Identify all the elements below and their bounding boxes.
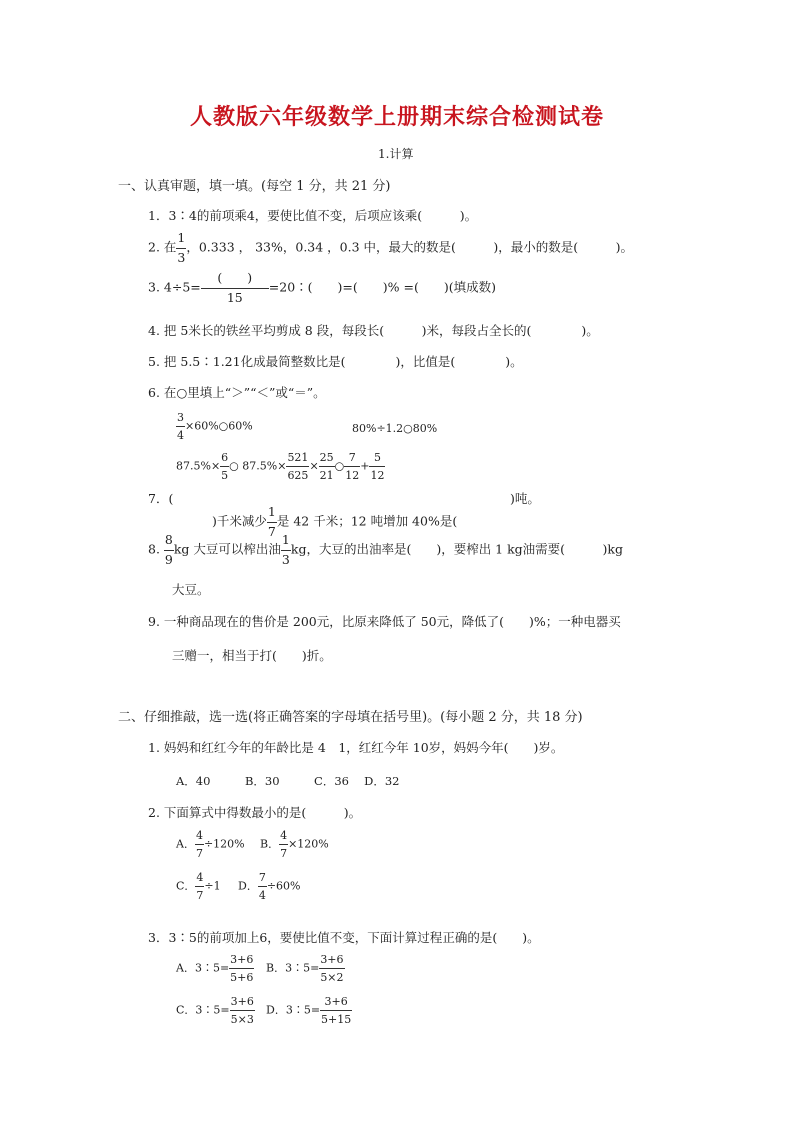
q23b-num: 3+6 — [320, 953, 344, 966]
q22a-frac — [195, 830, 204, 859]
question-2-3: 3．3∶5的前项加上6，要使比值不变，下面计算过程正确的是( )。 — [148, 930, 540, 945]
question-2-1: 1. 妈妈和红红今年的年龄比是 4 1，红红今年 10岁，妈妈今年( )岁。 — [148, 740, 564, 755]
q6c-f1-num: 6 — [221, 451, 229, 464]
question-1-4: 4. 把 5米长的铁丝平均剪成 8 段，每段长( )米，每段占全长的( )。 — [148, 323, 599, 338]
q2-fraction — [176, 232, 186, 264]
q2-2-option-a — [176, 830, 245, 859]
q6a-den: 4 — [176, 426, 185, 441]
question-1-8: 8. $\frac{8}{9}$ kg 大豆可以榨出油 $\frac{1}{3}$ kg，大豆的出油率是( )，要榨出 1 kg油需要( )kg — [148, 532, 624, 567]
q6c-frac5 — [369, 452, 385, 481]
q6a-num: 3 — [177, 411, 184, 424]
q7-part-c: 是 42 千米；12 吨增加 40%是( — [276, 513, 458, 529]
q8-frac2 — [281, 534, 291, 566]
q6c-f3-num: 25 — [319, 451, 334, 464]
q23a-label: A．3∶5= — [176, 961, 230, 975]
q23d-label: D．3∶5= — [266, 1003, 321, 1017]
q7-frac-num: 1 — [267, 504, 276, 519]
q8-frac1 — [164, 534, 174, 566]
q22a-label: A． — [176, 837, 195, 851]
q22b-frac — [279, 830, 288, 859]
q6c-frac3 — [319, 452, 335, 481]
q2-frac-num: 1 — [177, 230, 186, 245]
q6c-p2: ○ 87.5%× — [229, 459, 287, 473]
q23a-num: 3+6 — [230, 953, 254, 966]
q6c-f5-den: 12 — [369, 466, 385, 481]
q2-prefix: 2. 在 — [148, 239, 177, 255]
q6a-fraction — [176, 412, 185, 441]
section-2-heading: 二、仔细推敲，选一选(将正确答案的字母填在括号里)。(每小题 2 分，共 18 分) — [118, 710, 583, 725]
q7-frac-den: 7 — [267, 523, 276, 539]
q3-prefix: 3. 4÷5= — [148, 279, 201, 295]
q22a-den: 7 — [195, 844, 204, 859]
q6c-frac2 — [286, 452, 309, 481]
q6c-p5: + — [360, 459, 370, 473]
q6c-p3: × — [309, 459, 319, 473]
section-1-heading: 一、认真审题，填一填。(每空 1 分，共 21 分) — [118, 179, 391, 194]
document-title: 人教版六年级数学上册期末综合检测试卷 — [189, 104, 604, 130]
q22d-rest: ÷60% — [266, 879, 301, 893]
question-1-5: 5. 把 5.5∶1.21化成最简整数比是( )，比值是( )。 — [148, 354, 523, 369]
q8-f2-num: 1 — [281, 532, 290, 547]
q6c-f1-den: 5 — [220, 466, 229, 481]
q9-line1: 9. 一种商品现在的售价是 200元，比原来降低了 50元，降低了( )%；一种电器买 — [148, 614, 621, 629]
q2-3-option-a — [176, 954, 254, 983]
q7-close: )吨。 — [510, 491, 540, 506]
q23a-frac — [229, 954, 254, 983]
q6c-f4-num: 7 — [348, 451, 356, 464]
q23b-den: 5×2 — [319, 968, 344, 983]
q6c-f4-den: 12 — [344, 466, 360, 481]
q8-part-b: kg，大豆的出油率是( )，要榨出 1 kg油需要( )kg — [290, 541, 624, 557]
q8-part-a: kg 大豆可以榨出油 — [173, 541, 281, 557]
q2-3-option-b — [266, 954, 345, 983]
q22c-num: 4 — [196, 871, 204, 884]
q8-f1-den: 9 — [164, 551, 173, 567]
q6a-rest: ×60%○60% — [185, 419, 253, 433]
q6c-frac4 — [344, 452, 360, 481]
q23c-num: 3+6 — [230, 995, 254, 1008]
q23d-num: 3+6 — [324, 995, 348, 1008]
q23a-den: 5+6 — [229, 968, 254, 983]
q8-part-c: 大豆。 — [172, 582, 210, 597]
q22c-den: 7 — [195, 886, 204, 901]
q6c-p4: ○ — [334, 459, 345, 473]
q6-item-b: 80%÷1.2○80% — [352, 422, 438, 435]
q6-item-c — [176, 452, 385, 481]
question-1-1: 1．3∶4的前项乘4，要使比值不变，后项应该乘( )。 — [148, 208, 478, 223]
q22a-num: 4 — [195, 829, 203, 842]
q22a-rest: ÷120% — [203, 837, 245, 851]
question-2-2: 2. 下面算式中得数最小的是( )。 — [148, 805, 362, 820]
q22b-label: B． — [260, 837, 280, 851]
q7-open: 7．( — [148, 491, 174, 506]
q22b-den: 7 — [279, 844, 288, 859]
q22c-label: C． — [176, 879, 196, 893]
q2-2-option-c — [176, 872, 221, 901]
q22d-num: 7 — [258, 871, 266, 884]
q2-3-option-c — [176, 996, 255, 1025]
q2-3-option-d — [266, 996, 352, 1025]
q6c-f2-num: 521 — [287, 451, 309, 464]
q6c-f2-den: 625 — [286, 466, 309, 481]
q3-rest: =20∶( )=( )% =( )(填成数) — [268, 279, 496, 295]
q3-frac-den: 15 — [201, 288, 269, 305]
q2-2-option-d — [238, 872, 301, 901]
q23b-frac — [319, 954, 344, 983]
question-1-3 — [148, 272, 496, 304]
q6c-f5-num: 5 — [373, 451, 381, 464]
question-1-2 — [148, 232, 633, 264]
q2-2-option-b — [260, 830, 329, 859]
q23d-den: 5+15 — [320, 1010, 352, 1025]
q6c-p1: 87.5%× — [176, 459, 221, 473]
q2-1-options: A．40 B．30 C．36 D．32 — [176, 774, 400, 788]
q3-fraction — [201, 272, 269, 304]
q23c-frac — [230, 996, 255, 1025]
q22c-rest: ÷1 — [204, 879, 221, 893]
q23c-label: C．3∶5= — [176, 1003, 230, 1017]
q2-frac-den: 3 — [177, 249, 186, 265]
q22d-frac — [258, 872, 267, 901]
q23b-label: B．3∶5= — [266, 961, 320, 975]
q7-part-b: )千米减少 — [212, 513, 267, 529]
q22b-rest: ×120% — [288, 837, 329, 851]
q2-rest: ，0.333 ， 33%，0.34 ，0.3 中，最大的数是( )，最小的数是( )。 — [186, 239, 634, 255]
q6c-f3-den: 21 — [319, 466, 335, 481]
subtitle: 1.计算 — [378, 147, 414, 161]
q6c-frac1 — [220, 452, 229, 481]
q22b-num: 4 — [280, 829, 288, 842]
q23c-den: 5×3 — [230, 1010, 255, 1025]
q6-item-a — [176, 412, 253, 441]
q8-f1-num: 8 — [164, 532, 173, 547]
q9-line2: 三赠一，相当于打( )折。 — [172, 648, 332, 663]
q8-f2-den: 3 — [281, 551, 290, 567]
q23d-frac — [320, 996, 352, 1025]
q3-frac-num: ( ) — [217, 270, 253, 285]
q22d-label: D． — [238, 879, 258, 893]
question-1-6: 6. 在○里填上“＞”“＜”或“＝”。 — [148, 385, 326, 400]
q22d-den: 4 — [258, 886, 267, 901]
